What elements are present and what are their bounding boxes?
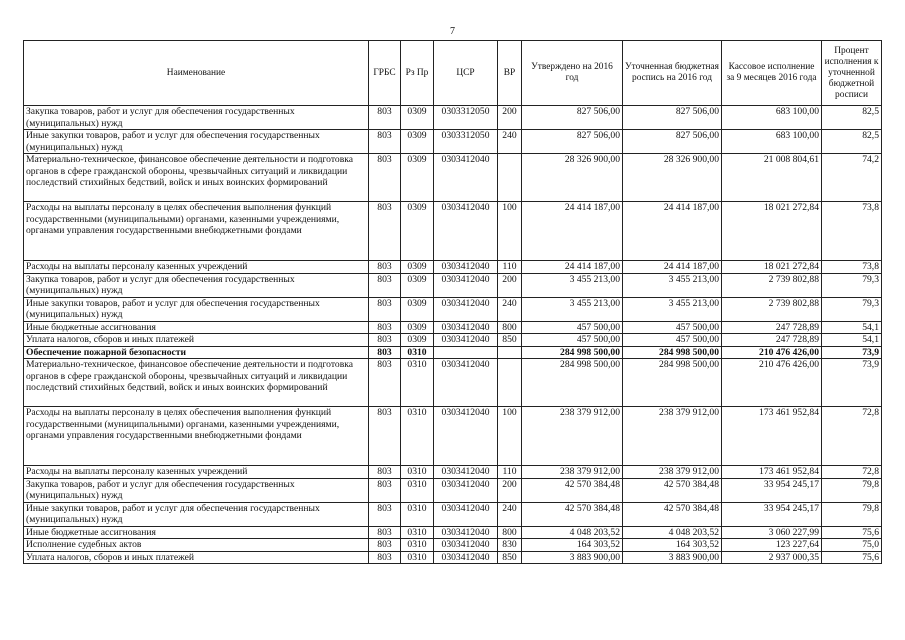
- row-name-cell: Материально-техническое, финансовое обеспечение деятельности и подготовка органов в сфере гражданской обороны, чрезвычайных ситуаций и ликвидации последствий стихийных бедствий, войск и иных воинских формирований: [24, 359, 369, 407]
- row-csr-cell: 0303412040: [434, 321, 498, 334]
- row-rzpr-cell: 0309: [401, 261, 434, 274]
- row-cash-cell: 247 728,89: [722, 334, 822, 347]
- row-name-cell: Уплата налогов, сборов и иных платежей: [24, 551, 369, 564]
- table-row: [24, 502, 882, 526]
- row-csr-cell: 0303412040: [434, 502, 498, 526]
- row-refined-cell: 4 048 203,52: [623, 526, 722, 539]
- header-approved: Утверждено на 2016 год: [522, 41, 623, 106]
- row-grbs-cell: 803: [369, 502, 401, 526]
- table-row: [24, 106, 882, 130]
- row-refined-cell: 238 379 912,00: [623, 466, 722, 479]
- row-name-cell: Закупка товаров, работ и услуг для обеспечения государственных (муниципальных) нужд: [24, 273, 369, 297]
- budget-table: [23, 40, 882, 564]
- row-vr-cell: 240: [498, 297, 522, 321]
- table-row: [24, 334, 882, 347]
- row-csr-cell: 0303412040: [434, 407, 498, 466]
- row-refined-cell: 284 998 500,00: [623, 346, 722, 359]
- table-row: [24, 407, 882, 466]
- row-refined-cell: 238 379 912,00: [623, 407, 722, 466]
- row-percent-cell: 79,8: [822, 502, 882, 526]
- row-vr-cell: [498, 346, 522, 359]
- table-row: [24, 202, 882, 261]
- row-approved-cell: 3 883 900,00: [522, 551, 623, 564]
- header-refined: Уточненная бюджетная роспись на 2016 год: [623, 41, 722, 106]
- row-percent-cell: 73,8: [822, 202, 882, 261]
- row-cash-cell: 210 476 426,00: [722, 346, 822, 359]
- header-csr: ЦСР: [434, 41, 498, 106]
- row-cash-cell: 21 008 804,61: [722, 154, 822, 202]
- row-refined-cell: 28 326 900,00: [623, 154, 722, 202]
- page-number: 7: [450, 26, 455, 37]
- row-csr-cell: 0303412040: [434, 334, 498, 347]
- table-row: [24, 130, 882, 154]
- row-refined-cell: 457 500,00: [623, 321, 722, 334]
- row-percent-cell: 75,6: [822, 526, 882, 539]
- row-percent-cell: 75,0: [822, 539, 882, 552]
- header-name: Наименование: [24, 41, 369, 106]
- row-rzpr-cell: 0310: [401, 346, 434, 359]
- row-rzpr-cell: 0309: [401, 321, 434, 334]
- row-name-cell: Расходы на выплаты персоналу казенных учреждений: [24, 466, 369, 479]
- row-csr-cell: 0303412040: [434, 539, 498, 552]
- row-approved-cell: 827 506,00: [522, 106, 623, 130]
- row-rzpr-cell: 0309: [401, 297, 434, 321]
- row-percent-cell: 73,9: [822, 346, 882, 359]
- table-row: [24, 154, 882, 202]
- row-name-cell: Иные закупки товаров, работ и услуг для обеспечения государственных (муниципальных) нужд: [24, 130, 369, 154]
- row-name-cell: Иные закупки товаров, работ и услуг для обеспечения государственных (муниципальных) нужд: [24, 502, 369, 526]
- row-percent-cell: 73,9: [822, 359, 882, 407]
- row-csr-cell: 0303412040: [434, 202, 498, 261]
- header-percent: Процент исполнения к уточненной бюджетной росписи: [822, 41, 882, 106]
- row-name-cell: Иные бюджетные ассигнования: [24, 526, 369, 539]
- row-vr-cell: 850: [498, 551, 522, 564]
- row-name-cell: Расходы на выплаты персоналу в целях обеспечения выполнения функций государственными (муниципальными) органами, казенными учреждениями, органами управления государственными внебюджетными фондами: [24, 202, 369, 261]
- row-cash-cell: 3 060 227,99: [722, 526, 822, 539]
- table-row: [24, 478, 882, 502]
- row-csr-cell: 0303412040: [434, 273, 498, 297]
- row-refined-cell: 24 414 187,00: [623, 202, 722, 261]
- row-percent-cell: 54,1: [822, 334, 882, 347]
- row-grbs-cell: 803: [369, 202, 401, 261]
- row-grbs-cell: 803: [369, 261, 401, 274]
- row-cash-cell: 210 476 426,00: [722, 359, 822, 407]
- row-grbs-cell: 803: [369, 466, 401, 479]
- row-csr-cell: 0303412040: [434, 261, 498, 274]
- row-grbs-cell: 803: [369, 106, 401, 130]
- row-vr-cell: 100: [498, 407, 522, 466]
- row-refined-cell: 827 506,00: [623, 106, 722, 130]
- row-refined-cell: 3 455 213,00: [623, 297, 722, 321]
- row-grbs-cell: 803: [369, 346, 401, 359]
- row-percent-cell: 73,8: [822, 261, 882, 274]
- row-cash-cell: 33 954 245,17: [722, 502, 822, 526]
- table-row: [24, 273, 882, 297]
- row-refined-cell: 284 998 500,00: [623, 359, 722, 407]
- row-percent-cell: 82,5: [822, 130, 882, 154]
- row-percent-cell: 82,5: [822, 106, 882, 130]
- row-percent-cell: 79,8: [822, 478, 882, 502]
- row-approved-cell: 42 570 384,48: [522, 502, 623, 526]
- table-row: [24, 466, 882, 479]
- row-vr-cell: 100: [498, 202, 522, 261]
- row-approved-cell: 28 326 900,00: [522, 154, 623, 202]
- row-rzpr-cell: 0310: [401, 551, 434, 564]
- row-csr-cell: [434, 346, 498, 359]
- row-grbs-cell: 803: [369, 321, 401, 334]
- row-rzpr-cell: 0309: [401, 202, 434, 261]
- row-approved-cell: 284 998 500,00: [522, 359, 623, 407]
- row-csr-cell: 0303312050: [434, 106, 498, 130]
- table-header-row: [24, 41, 882, 106]
- row-approved-cell: 164 303,52: [522, 539, 623, 552]
- header-cash: Кассовое исполнение за 9 месяцев 2016 года: [722, 41, 822, 106]
- row-percent-cell: 72,8: [822, 466, 882, 479]
- row-rzpr-cell: 0310: [401, 407, 434, 466]
- table-row: [24, 526, 882, 539]
- row-rzpr-cell: 0309: [401, 273, 434, 297]
- table-row: [24, 261, 882, 274]
- row-cash-cell: 18 021 272,84: [722, 202, 822, 261]
- row-rzpr-cell: 0310: [401, 502, 434, 526]
- row-refined-cell: 164 303,52: [623, 539, 722, 552]
- row-cash-cell: 2 739 802,88: [722, 273, 822, 297]
- row-rzpr-cell: 0310: [401, 539, 434, 552]
- table-row: [24, 297, 882, 321]
- row-rzpr-cell: 0310: [401, 359, 434, 407]
- row-grbs-cell: 803: [369, 407, 401, 466]
- header-grbs: ГРБС: [369, 41, 401, 106]
- row-csr-cell: 0303412040: [434, 154, 498, 202]
- row-refined-cell: 3 883 900,00: [623, 551, 722, 564]
- row-rzpr-cell: 0310: [401, 478, 434, 502]
- row-approved-cell: 24 414 187,00: [522, 202, 623, 261]
- row-rzpr-cell: 0309: [401, 106, 434, 130]
- row-csr-cell: 0303412040: [434, 297, 498, 321]
- row-refined-cell: 24 414 187,00: [623, 261, 722, 274]
- row-vr-cell: [498, 154, 522, 202]
- row-vr-cell: 110: [498, 261, 522, 274]
- row-csr-cell: 0303412040: [434, 551, 498, 564]
- row-vr-cell: 240: [498, 502, 522, 526]
- row-approved-cell: 24 414 187,00: [522, 261, 623, 274]
- row-approved-cell: 457 500,00: [522, 321, 623, 334]
- row-name-cell: Расходы на выплаты персоналу в целях обеспечения выполнения функций государственными (муниципальными) органами, казенными учреждениями, органами управления государственными внебюджетными фондами: [24, 407, 369, 466]
- header-vr: ВР: [498, 41, 522, 106]
- row-grbs-cell: 803: [369, 334, 401, 347]
- row-grbs-cell: 803: [369, 551, 401, 564]
- row-percent-cell: 54,1: [822, 321, 882, 334]
- table-row: [24, 359, 882, 407]
- row-rzpr-cell: 0309: [401, 130, 434, 154]
- row-refined-cell: 3 455 213,00: [623, 273, 722, 297]
- row-name-cell: Исполнение судебных актов: [24, 539, 369, 552]
- row-cash-cell: 33 954 245,17: [722, 478, 822, 502]
- row-rzpr-cell: 0309: [401, 334, 434, 347]
- row-cash-cell: 683 100,00: [722, 130, 822, 154]
- row-percent-cell: 74,2: [822, 154, 882, 202]
- row-refined-cell: 42 570 384,48: [623, 502, 722, 526]
- row-refined-cell: 827 506,00: [623, 130, 722, 154]
- row-csr-cell: 0303412040: [434, 359, 498, 407]
- row-grbs-cell: 803: [369, 478, 401, 502]
- row-approved-cell: 827 506,00: [522, 130, 623, 154]
- table-row: [24, 539, 882, 552]
- row-rzpr-cell: 0309: [401, 154, 434, 202]
- row-grbs-cell: 803: [369, 273, 401, 297]
- row-grbs-cell: 803: [369, 297, 401, 321]
- row-approved-cell: 238 379 912,00: [522, 407, 623, 466]
- row-approved-cell: 238 379 912,00: [522, 466, 623, 479]
- row-vr-cell: 830: [498, 539, 522, 552]
- row-name-cell: Расходы на выплаты персоналу казенных учреждений: [24, 261, 369, 274]
- row-cash-cell: 18 021 272,84: [722, 261, 822, 274]
- row-grbs-cell: 803: [369, 154, 401, 202]
- row-cash-cell: 173 461 952,84: [722, 407, 822, 466]
- row-name-cell: Материально-техническое, финансовое обеспечение деятельности и подготовка органов в сфере гражданской обороны, чрезвычайных ситуаций и ликвидации последствий стихийных бедствий, войск и иных воинских формирований: [24, 154, 369, 202]
- row-vr-cell: 200: [498, 106, 522, 130]
- row-cash-cell: 2 937 000,35: [722, 551, 822, 564]
- row-rzpr-cell: 0310: [401, 466, 434, 479]
- row-approved-cell: 42 570 384,48: [522, 478, 623, 502]
- row-percent-cell: 79,3: [822, 273, 882, 297]
- row-name-cell: Закупка товаров, работ и услуг для обеспечения государственных (муниципальных) нужд: [24, 106, 369, 130]
- row-rzpr-cell: 0310: [401, 526, 434, 539]
- row-refined-cell: 457 500,00: [623, 334, 722, 347]
- row-cash-cell: 2 739 802,88: [722, 297, 822, 321]
- row-approved-cell: 284 998 500,00: [522, 346, 623, 359]
- row-vr-cell: 200: [498, 273, 522, 297]
- row-refined-cell: 42 570 384,48: [623, 478, 722, 502]
- row-vr-cell: 850: [498, 334, 522, 347]
- row-approved-cell: 4 048 203,52: [522, 526, 623, 539]
- row-cash-cell: 173 461 952,84: [722, 466, 822, 479]
- row-grbs-cell: 803: [369, 539, 401, 552]
- row-grbs-cell: 803: [369, 359, 401, 407]
- row-approved-cell: 3 455 213,00: [522, 297, 623, 321]
- table-row: [24, 346, 882, 359]
- row-approved-cell: 457 500,00: [522, 334, 623, 347]
- row-cash-cell: 247 728,89: [722, 321, 822, 334]
- row-csr-cell: 0303412040: [434, 526, 498, 539]
- row-csr-cell: 0303412040: [434, 478, 498, 502]
- row-percent-cell: 75,6: [822, 551, 882, 564]
- row-vr-cell: 240: [498, 130, 522, 154]
- table-row: [24, 551, 882, 564]
- row-csr-cell: 0303312050: [434, 130, 498, 154]
- row-vr-cell: 800: [498, 321, 522, 334]
- row-name-cell: Иные бюджетные ассигнования: [24, 321, 369, 334]
- row-percent-cell: 79,3: [822, 297, 882, 321]
- table-row: [24, 321, 882, 334]
- row-name-cell: Закупка товаров, работ и услуг для обеспечения государственных (муниципальных) нужд: [24, 478, 369, 502]
- row-approved-cell: 3 455 213,00: [522, 273, 623, 297]
- row-csr-cell: 0303412040: [434, 466, 498, 479]
- row-vr-cell: 110: [498, 466, 522, 479]
- row-vr-cell: 200: [498, 478, 522, 502]
- row-name-cell: Уплата налогов, сборов и иных платежей: [24, 334, 369, 347]
- row-cash-cell: 683 100,00: [722, 106, 822, 130]
- row-vr-cell: 800: [498, 526, 522, 539]
- row-vr-cell: [498, 359, 522, 407]
- row-grbs-cell: 803: [369, 130, 401, 154]
- header-rzpr: Рз Пр: [401, 41, 434, 106]
- row-cash-cell: 123 227,64: [722, 539, 822, 552]
- row-percent-cell: 72,8: [822, 407, 882, 466]
- row-name-cell: Обеспечение пожарной безопасности: [24, 346, 369, 359]
- table-body: [24, 106, 882, 564]
- row-grbs-cell: 803: [369, 526, 401, 539]
- row-name-cell: Иные закупки товаров, работ и услуг для обеспечения государственных (муниципальных) нужд: [24, 297, 369, 321]
